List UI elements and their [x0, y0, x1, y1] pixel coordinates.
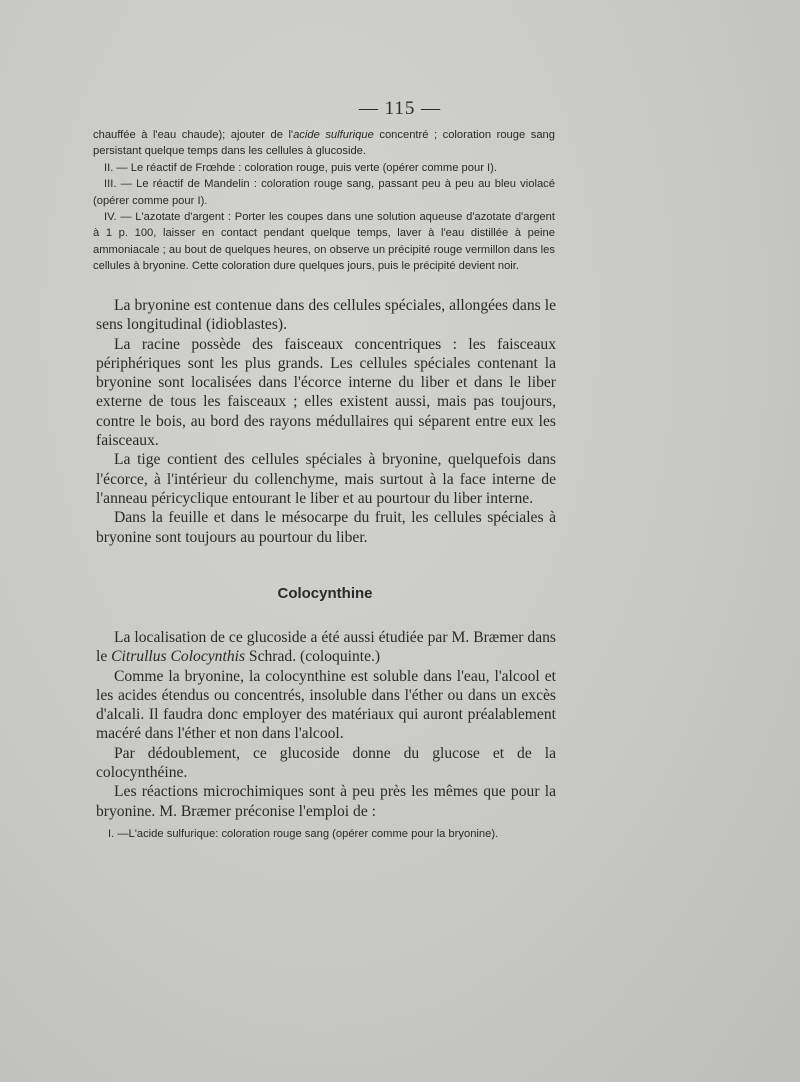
page-number: — 115 — [358, 98, 442, 119]
reagent-footnote [108, 826, 568, 842]
text-span: chauffée à l'eau chaude); ajouter de l' [93, 129, 294, 141]
body-paragraph: Par dédoublement, ce glucoside donne du glucose et de la colocynthéine. [96, 744, 556, 782]
section-heading: Colocynthine [277, 585, 373, 602]
body-paragraph: Dans la feuille et dans le mésocarpe du fruit, les cellules spéciales à bryonine sont toujours au pourtour du liber. [96, 509, 556, 546]
italic-term: acide sulfurique [293, 129, 374, 141]
body-paragraph: Comme la bryonine, la colocynthine est soluble dans l'eau, l'alcool et les acides étendus ou concentrés, insoluble dans l'éther ou dans un excès d'alcali. Il faudra donc employer des matériaux qui auront préalablement macéré dans l'éther et non dans l'alcool. [96, 667, 556, 743]
reagent-item: III. — Le réactif de Mandelin : coloration rouge sang, passant peu à peu au bleu violacé (opérer comme pour I). [93, 178, 555, 207]
reagent-list [93, 127, 555, 275]
text-span: Schrad. (coloquinte.) [245, 648, 381, 666]
body-paragraph: La tige contient des cellules spéciales à bryonine, quelquefois dans l'écorce, à l'intérieur du collenchyme, mais surtout à la face interne de l'anneau péricyclique entourant le liber et au pourtour du liber interne. [96, 451, 556, 507]
reagent-item: II. — Le réactif de Frœhde : coloration rouge, puis verte (opérer comme pour I). [104, 161, 497, 174]
reagent-item: I. —L'acide sulfurique: coloration rouge sang (opérer comme pour la bryonine). [108, 828, 499, 840]
italic-species: Citrullus Colocynthis [111, 648, 246, 666]
reagent-item: IV. — L'azotate d'argent : Porter les coupes dans une solution aqueuse d'azotate d'argent à 1 p. 100, laisser en contact pendant quelque temps, laver à l'eau distillée à peine ammoniacale ; au bout de quelques heures, on observe un précipité rouge vermillon dans les cellules à bryonine. Cette coloration dure quelques jours, puis le précipité devient noir. [93, 211, 555, 273]
body-paragraph: La racine possède des faisceaux concentriques : les faisceaux périphériques sont les plus grands. Les cellules spéciales contenant la bryonine sont localisées dans l'écorce interne du liber et dans le liber externe de tous les faisceaux ; elles existent aussi, mais pas toujours, contre le bois, au bord des rayons médullaires qui séparent entre eux les faisceaux. [96, 335, 556, 450]
reagent-paragraph [93, 127, 555, 160]
text-span: concentré ; coloration rouge sang persistant quelque temps dans les cellules à glucoside. [93, 129, 555, 158]
colocynthine-section [96, 628, 556, 821]
bryonine-section [96, 296, 556, 547]
text-span: La localisation de ce glucoside a été aussi étudiée par M. Bræmer dans le [96, 629, 556, 666]
body-paragraph: Les réactions microchimiques sont à peu près les mêmes que pour la bryonine. M. Bræmer préconise l'emploi de : [96, 783, 556, 820]
body-paragraph [96, 628, 556, 667]
body-paragraph: La bryonine est contenue dans des cellules spéciales, allongées dans le sens longitudinal (idioblastes). [96, 297, 556, 334]
